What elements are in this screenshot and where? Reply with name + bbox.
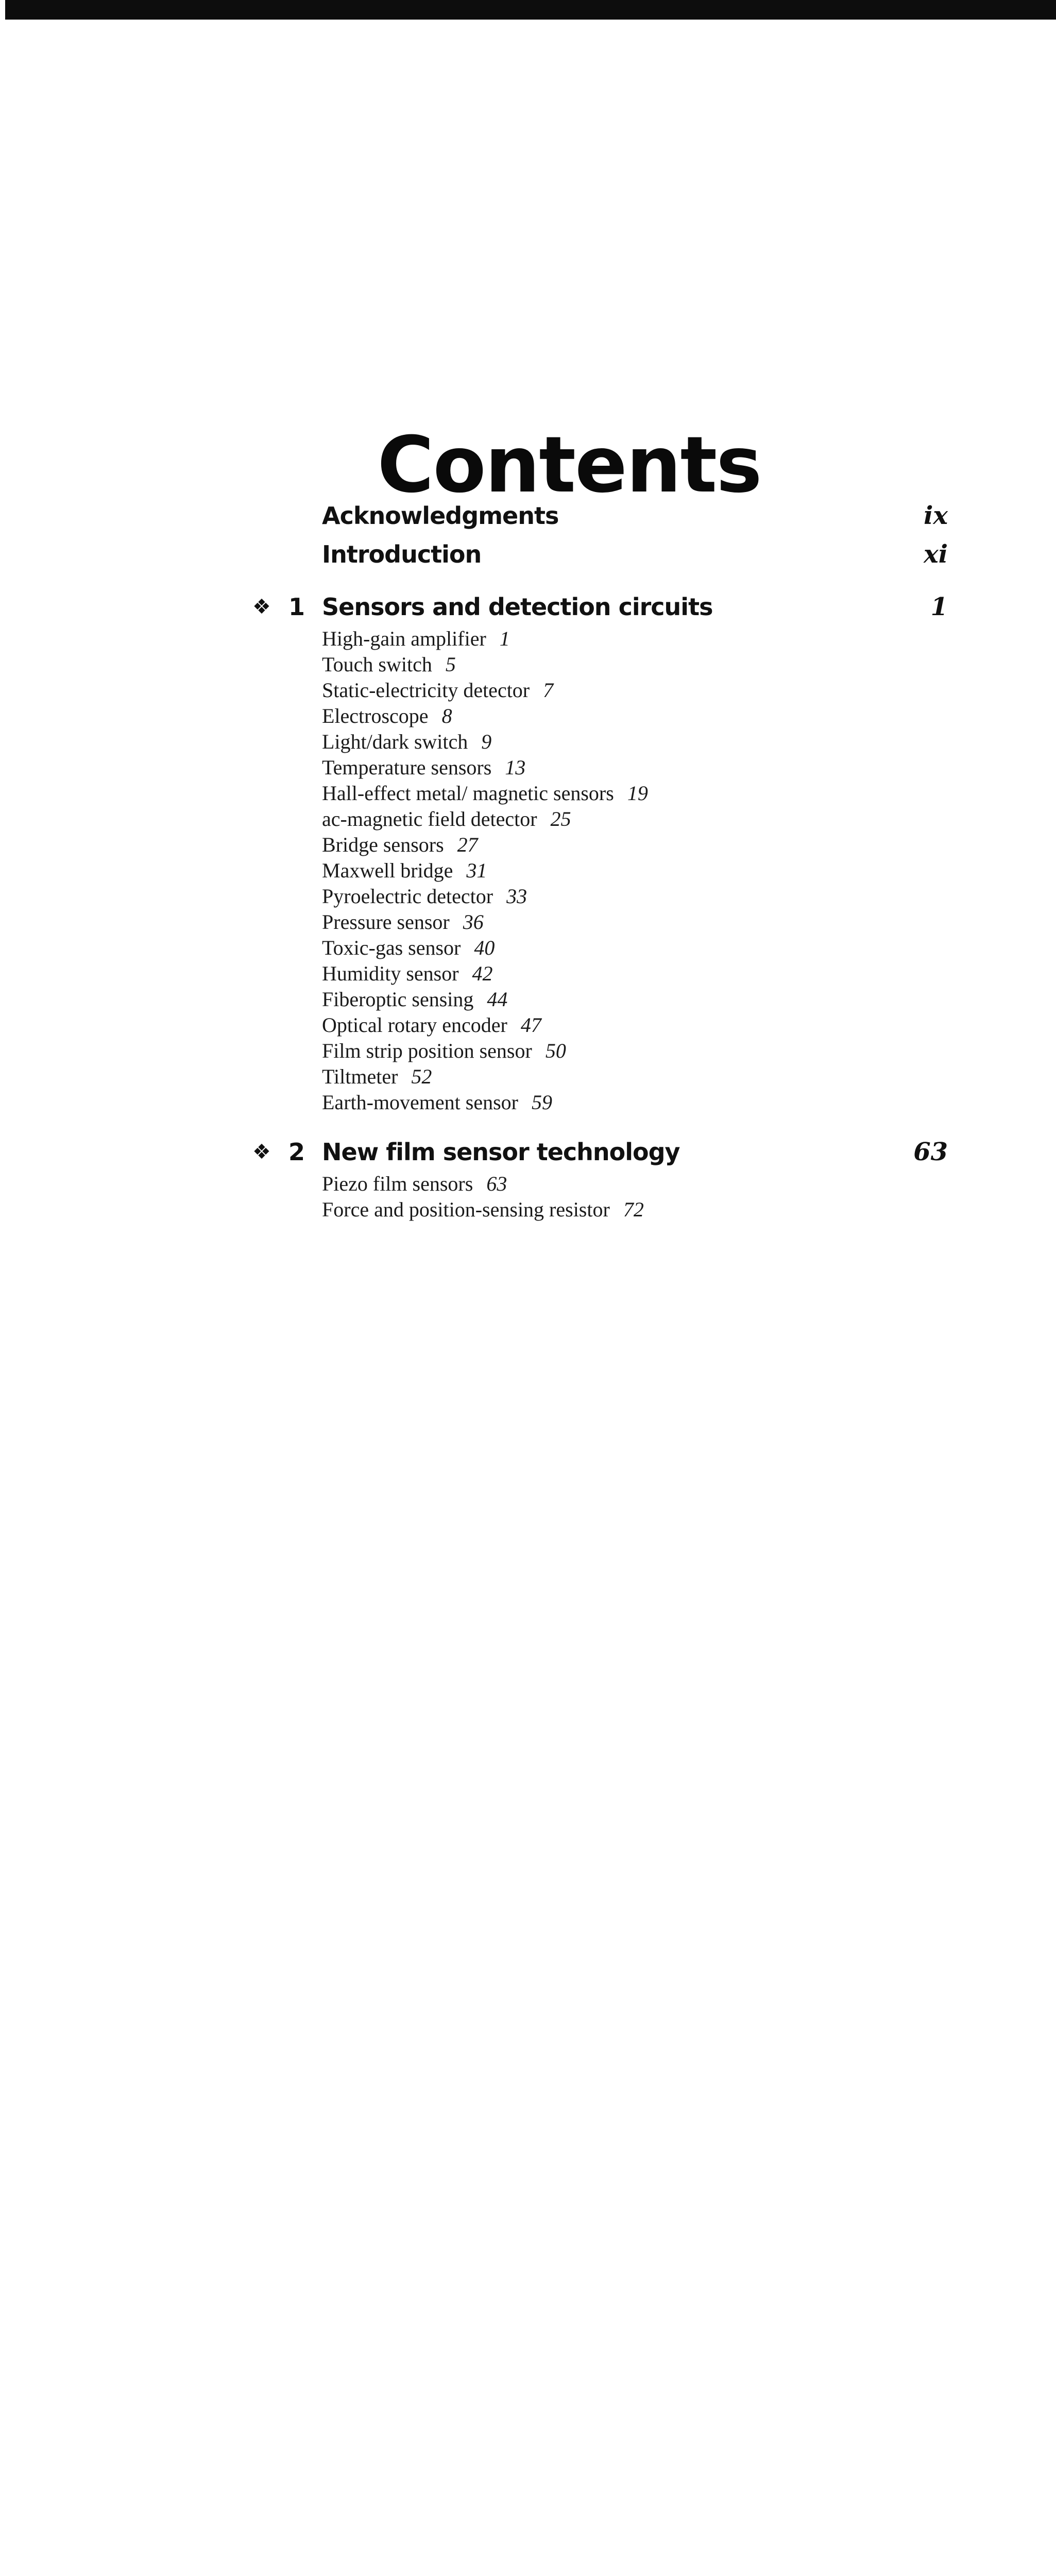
section-label: High-gain amplifier — [322, 627, 486, 650]
toc-section-entry[interactable] — [322, 806, 648, 832]
section-page: 59 — [532, 1091, 552, 1114]
section-label: Light/dark switch — [322, 730, 468, 753]
section-page: 25 — [550, 807, 571, 831]
toc-section-entry[interactable] — [322, 1197, 644, 1223]
section-page: 9 — [481, 730, 492, 753]
toc-section-entry[interactable] — [322, 884, 648, 909]
section-label: Temperature sensors — [322, 756, 492, 779]
toc-section-entry[interactable] — [322, 729, 648, 755]
toc-entry-page: xi — [924, 540, 948, 569]
section-page: 50 — [545, 1039, 566, 1062]
page-title: Contents — [377, 420, 761, 510]
section-label: ac-magnetic field detector — [322, 807, 537, 831]
section-page: 44 — [487, 988, 508, 1011]
chapter-number: 2 — [288, 1138, 305, 1166]
toc-entry-label: Introduction — [322, 540, 482, 568]
chapter-1-section-list — [322, 626, 648, 1115]
section-page: 31 — [466, 859, 487, 882]
section-label: Bridge sensors — [322, 833, 444, 856]
section-page: 7 — [543, 679, 554, 702]
section-page: 1 — [499, 627, 510, 650]
section-page: 36 — [463, 910, 484, 934]
chapter-2-heading[interactable] — [252, 1134, 948, 1170]
section-label: Optical rotary encoder — [322, 1013, 507, 1037]
toc-section-entry[interactable] — [322, 1064, 648, 1090]
toc-section-entry[interactable] — [322, 781, 648, 806]
toc-section-entry[interactable] — [322, 858, 648, 884]
section-page: 40 — [474, 936, 495, 959]
section-page: 63 — [486, 1172, 507, 1195]
toc-entry-page: ix — [924, 501, 948, 530]
section-page: 5 — [445, 653, 456, 676]
section-label: Piezo film sensors — [322, 1172, 473, 1195]
section-label: Pyroelectric detector — [322, 885, 493, 908]
section-page: 47 — [520, 1013, 541, 1037]
section-label: Humidity sensor — [322, 962, 459, 985]
section-page: 33 — [506, 885, 527, 908]
toc-section-entry[interactable] — [322, 909, 648, 935]
section-label: Toxic-gas sensor — [322, 936, 461, 959]
toc-section-entry[interactable] — [322, 703, 648, 729]
section-label: Maxwell bridge — [322, 859, 453, 882]
toc-section-entry[interactable] — [322, 832, 648, 858]
chapter-2-section-list — [322, 1171, 644, 1223]
top-scan-border — [5, 0, 1056, 20]
chapter-number: 1 — [288, 593, 305, 621]
section-label: Earth-movement sensor — [322, 1091, 518, 1114]
section-label: Tiltmeter — [322, 1065, 398, 1088]
section-label: Fiberoptic sensing — [322, 988, 474, 1011]
section-label: Film strip position sensor — [322, 1039, 532, 1062]
section-page: 27 — [457, 833, 478, 856]
toc-section-entry[interactable] — [322, 1090, 648, 1115]
toc-section-entry[interactable] — [322, 987, 648, 1012]
toc-section-entry[interactable] — [322, 1038, 648, 1064]
section-page: 13 — [505, 756, 526, 779]
chapter-title: Sensors and detection circuits — [322, 593, 713, 621]
chapter-1-heading[interactable] — [252, 589, 948, 625]
toc-section-entry[interactable] — [322, 1012, 648, 1038]
toc-entry-acknowledgments[interactable] — [322, 498, 948, 534]
toc-entry-label: Acknowledgments — [322, 502, 559, 530]
toc-section-entry[interactable] — [322, 626, 648, 652]
section-page: 42 — [472, 962, 493, 985]
section-label: Force and position-sensing resistor — [322, 1198, 610, 1221]
toc-section-entry[interactable] — [322, 935, 648, 961]
section-label: Touch switch — [322, 653, 432, 676]
section-page: 8 — [441, 704, 452, 727]
section-page: 52 — [411, 1065, 432, 1088]
diamond-bullet-icon: ❖ — [252, 595, 271, 619]
toc-section-entry[interactable] — [322, 961, 648, 987]
toc-section-entry[interactable] — [322, 677, 648, 703]
section-label: Static-electricity detector — [322, 679, 530, 702]
toc-entry-introduction[interactable] — [322, 536, 948, 572]
section-label: Electroscope — [322, 704, 429, 727]
toc-section-entry[interactable] — [322, 1171, 644, 1197]
chapter-page: 1 — [930, 592, 948, 621]
toc-section-entry[interactable] — [322, 652, 648, 677]
section-page: 72 — [623, 1198, 644, 1221]
section-label: Hall-effect metal/ magnetic sensors — [322, 782, 614, 805]
chapter-title: New film sensor technology — [322, 1138, 680, 1166]
diamond-bullet-icon: ❖ — [252, 1140, 271, 1164]
toc-section-entry[interactable] — [322, 755, 648, 781]
chapter-page: 63 — [913, 1138, 948, 1166]
section-label: Pressure sensor — [322, 910, 450, 934]
section-page: 19 — [627, 782, 648, 805]
